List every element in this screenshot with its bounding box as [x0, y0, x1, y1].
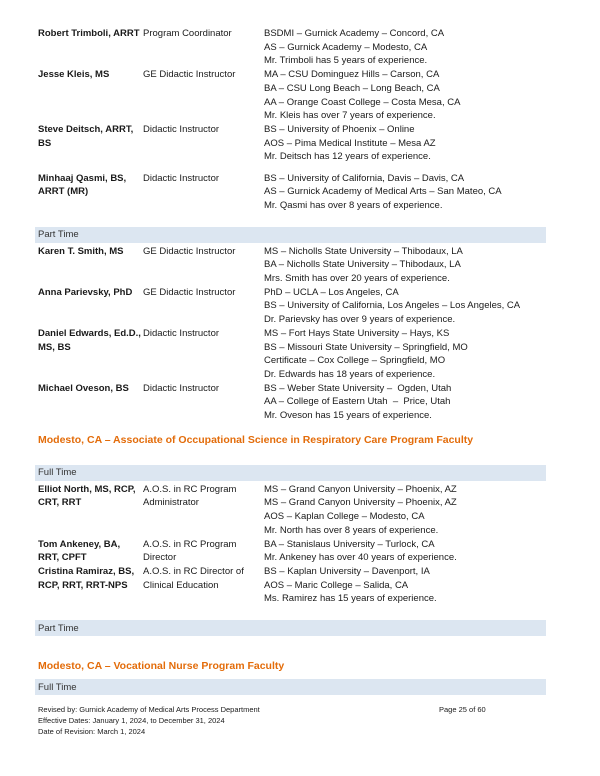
faculty-row — [35, 286, 546, 327]
faculty-title-line: Program Coordinator — [143, 28, 232, 39]
faculty-credentials — [264, 327, 546, 382]
faculty-name-line: Cristina Ramiraz, BS, — [38, 566, 135, 577]
faculty-name — [38, 565, 143, 606]
faculty-name-line: RCP, RRT, RRT-NPS — [38, 579, 128, 591]
credential-line: AOS – Maric College – Salida, CA — [264, 579, 409, 591]
page-content — [35, 0, 546, 695]
faculty-credentials — [264, 483, 546, 538]
faculty-title-line: Director — [143, 552, 177, 564]
credential-line: AS – Gurnick Academy of Medical Arts – San Mateo, CA — [264, 186, 502, 198]
credential-line: BSDMI – Gurnick Academy – Concord, CA — [264, 28, 445, 39]
credential-line: MS – Grand Canyon University – Phoenix, AZ — [264, 483, 457, 495]
faculty-group-radtech-fulltime — [35, 27, 546, 213]
faculty-name — [38, 538, 143, 565]
faculty-credentials — [264, 27, 546, 68]
credential-line: Mrs. Smith has over 20 years of experience. — [264, 273, 450, 285]
credential-line: AOS – Pima Medical Institute – Mesa AZ — [264, 137, 436, 149]
faculty-title-line: GE Didactic Instructor — [143, 245, 236, 257]
footer-effective-dates: Effective Dates: January 1, 2024, to December 31, 2024 — [38, 715, 225, 725]
credential-line: Mr. Trimboli has 5 years of experience. — [264, 55, 428, 67]
faculty-row — [35, 27, 546, 68]
credential-line: AA – College of Eastern Utah – Price, Utah — [264, 396, 451, 408]
faculty-name-line: Elliot North, MS, RCP, — [38, 483, 136, 495]
section-banner-full-time — [35, 679, 546, 695]
credential-line: BA – Stanislaus University – Turlock, CA — [264, 538, 435, 550]
faculty-title — [143, 565, 264, 606]
credential-line: Mr. Oveson has 15 years of experience. — [264, 410, 432, 422]
faculty-name — [38, 27, 143, 68]
faculty-title — [143, 327, 264, 382]
banner-label: Part Time — [38, 622, 79, 634]
credential-line: PhD – UCLA – Los Angeles, CA — [264, 286, 399, 298]
faculty-name-line: Daniel Edwards, Ed.D., — [38, 327, 141, 339]
faculty-name-line: Robert Trimboli, ARRT — [38, 28, 140, 39]
program-heading-respiratory: Modesto, CA – Associate of Occupational Science in Respiratory Care Program Faculty — [38, 433, 474, 446]
credential-line: BS – Kaplan University – Davenport, IA — [264, 566, 430, 577]
section-banner-part-time — [35, 227, 546, 243]
faculty-row — [35, 483, 546, 538]
footer-date-of-revision: Date of Revision: March 1, 2024 — [38, 726, 146, 736]
faculty-credentials — [264, 68, 546, 123]
faculty-name-line: Tom Ankeney, BA, — [38, 538, 121, 550]
credential-line: Dr. Edwards has 18 years of experience. — [264, 368, 436, 380]
faculty-name-line: Michael Oveson, BS — [38, 382, 129, 394]
faculty-row — [35, 123, 546, 164]
credential-line: BS – University of California, Los Angeles – Los Angeles, CA — [264, 300, 521, 312]
faculty-name-line: Steve Deitsch, ARRT, — [38, 123, 134, 135]
faculty-row — [35, 538, 546, 565]
credential-line: MA – CSU Dominguez Hills – Carson, CA — [264, 69, 440, 81]
faculty-title-line: GE Didactic Instructor — [143, 286, 236, 298]
faculty-title — [143, 172, 264, 213]
faculty-name-line: Jesse Kleis, MS — [38, 69, 110, 81]
faculty-credentials — [264, 538, 546, 565]
credential-line: Certificate – Cox College – Springfield, MO — [264, 355, 446, 367]
credential-line: BA – Nicholls State University – Thibodaux, LA — [264, 259, 461, 271]
faculty-title-line: Didactic Instructor — [143, 327, 220, 339]
faculty-name-line: ARRT (MR) — [38, 186, 89, 198]
credential-line: Mr. Deitsch has 12 years of experience. — [264, 151, 431, 163]
faculty-row — [35, 245, 546, 286]
faculty-name-line: CRT, RRT — [38, 497, 82, 509]
credential-line: BS – University of Phoenix – Online — [264, 123, 415, 135]
faculty-name-line: BS — [38, 137, 52, 149]
faculty-title-line: Administrator — [143, 497, 199, 509]
credential-line: Mr. Ankeney has over 40 years of experience. — [264, 552, 457, 564]
faculty-title — [143, 286, 264, 327]
faculty-name-line: Minhaaj Qasmi, BS, — [38, 172, 127, 184]
footer-page-number: Page 25 of 60 — [439, 705, 486, 714]
faculty-title — [143, 27, 264, 68]
credential-line: MS – Nicholls State University – Thibodaux, LA — [264, 245, 463, 257]
faculty-group-radtech-parttime — [35, 245, 546, 423]
faculty-name — [38, 68, 143, 123]
credential-line: AA – Orange Coast College – Costa Mesa, CA — [264, 96, 461, 108]
faculty-title-line: Didactic Instructor — [143, 123, 220, 135]
faculty-name — [38, 245, 143, 286]
faculty-title — [143, 123, 264, 164]
faculty-credentials — [264, 172, 546, 213]
faculty-group-respiratory-fulltime — [35, 483, 546, 606]
credential-line: BA – CSU Long Beach – Long Beach, CA — [264, 82, 440, 94]
faculty-credentials — [264, 123, 546, 164]
faculty-credentials — [264, 286, 546, 327]
faculty-title-line: A.O.S. in RC Program — [143, 538, 237, 550]
credential-line: MS – Grand Canyon University – Phoenix, AZ — [264, 497, 457, 509]
credential-line: BS – Weber State University – Ogden, Utah — [264, 382, 452, 394]
section-banner-part-time — [35, 620, 546, 636]
faculty-name — [38, 483, 143, 538]
faculty-row — [35, 68, 546, 123]
faculty-name-line: RRT, CPFT — [38, 552, 87, 564]
banner-label: Full Time — [38, 681, 77, 693]
credential-line: Mr. Kleis has over 7 years of experience. — [264, 110, 436, 122]
faculty-row — [35, 565, 546, 606]
faculty-title — [143, 245, 264, 286]
faculty-name — [38, 382, 143, 423]
faculty-name — [38, 327, 143, 382]
banner-label: Part Time — [38, 229, 79, 241]
credential-line: Dr. Parievsky has over 9 years of experience. — [264, 314, 456, 326]
program-heading-vocational: Modesto, CA – Vocational Nurse Program Faculty — [38, 660, 285, 673]
faculty-title — [143, 68, 264, 123]
faculty-title-line: GE Didactic Instructor — [143, 69, 236, 81]
faculty-title-line: Didactic Instructor — [143, 172, 220, 184]
faculty-name — [38, 286, 143, 327]
credential-line: BS – University of California, Davis – Davis, CA — [264, 172, 465, 184]
faculty-name — [38, 172, 143, 213]
faculty-name-line: Karen T. Smith, MS — [38, 245, 124, 257]
faculty-name-line: Anna Parievsky, PhD — [38, 286, 133, 298]
banner-label: Full Time — [38, 467, 77, 479]
section-banner-full-time — [35, 465, 546, 481]
faculty-title — [143, 483, 264, 538]
faculty-credentials — [264, 382, 546, 423]
faculty-row — [35, 172, 546, 213]
faculty-title-line: Clinical Education — [143, 579, 219, 591]
credential-line: Ms. Ramirez has 15 years of experience. — [264, 593, 437, 605]
credential-line: Mr. Qasmi has over 8 years of experience. — [264, 199, 443, 211]
credential-line: Mr. North has over 8 years of experience. — [264, 524, 439, 536]
faculty-row — [35, 327, 546, 382]
faculty-title — [143, 538, 264, 565]
faculty-title-line: A.O.S. in RC Program — [143, 483, 237, 495]
faculty-title-line: A.O.S. in RC Director of — [143, 566, 244, 577]
faculty-row — [35, 382, 546, 423]
page-footer — [38, 705, 260, 737]
credential-line: AOS – Kaplan College – Modesto, CA — [264, 511, 425, 523]
footer-revised-by: Revised by: Gurnick Academy of Medical Arts Process Department — [38, 705, 260, 714]
faculty-name-line: MS, BS — [38, 341, 71, 353]
credential-line: MS – Fort Hays State University – Hays, KS — [264, 327, 450, 339]
faculty-credentials — [264, 245, 546, 286]
credential-line: BS – Missouri State University – Springfield, MO — [264, 341, 468, 353]
faculty-name — [38, 123, 143, 164]
faculty-credentials — [264, 565, 546, 606]
faculty-title — [143, 382, 264, 423]
faculty-title-line: Didactic Instructor — [143, 382, 220, 394]
credential-line: AS – Gurnick Academy – Modesto, CA — [264, 41, 428, 53]
